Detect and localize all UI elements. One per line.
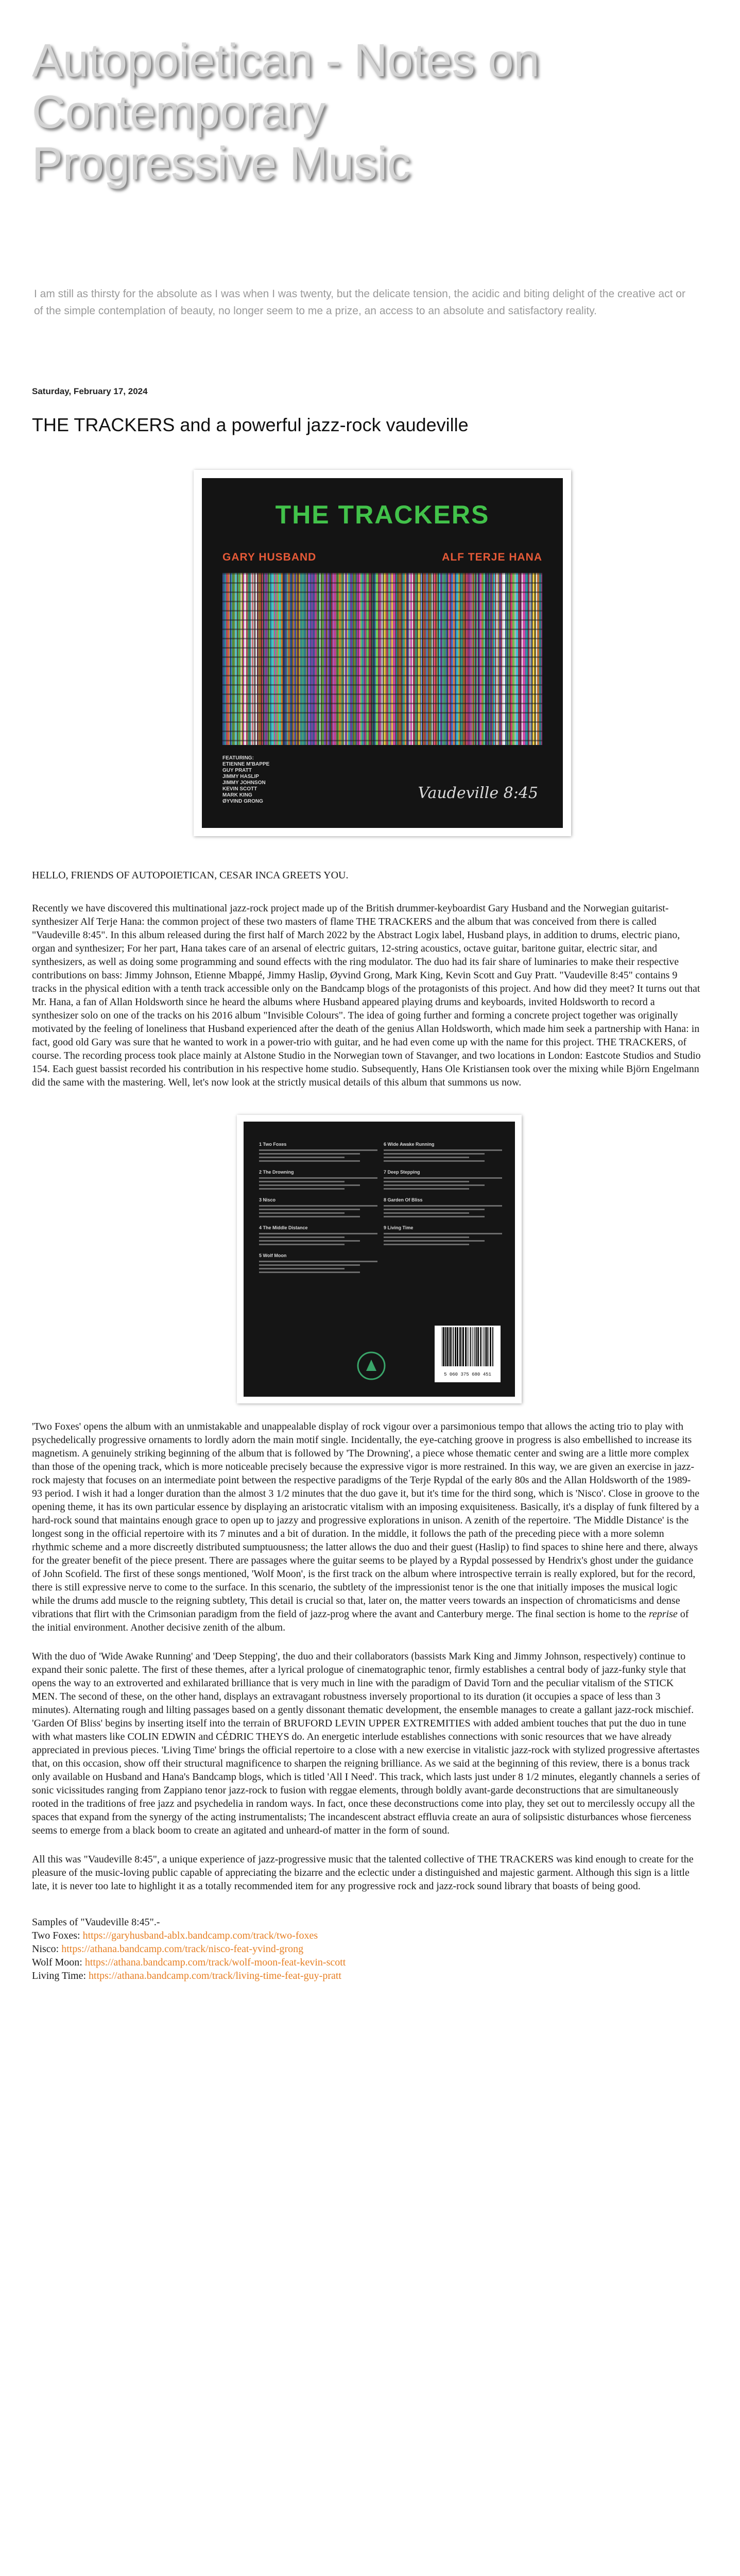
track-entry [259, 1197, 377, 1217]
cover-featuring-list [222, 755, 269, 805]
record-label-logo-icon [357, 1351, 386, 1380]
album-back-cover-image[interactable] [237, 1115, 522, 1403]
track-title: 3 Nisco [259, 1197, 276, 1202]
cover-featuring-name: JIMMY HASLIP [222, 774, 259, 779]
sample-item [32, 1969, 701, 1982]
track-entry [259, 1225, 377, 1245]
album-cover-front [202, 478, 563, 828]
sample-link[interactable]: https://athana.bandcamp.com/track/living-time-feat-guy-pratt [89, 1970, 341, 1981]
blog-title[interactable]: Autopoietican - Notes on Contemporary Progressive Music [32, 35, 540, 190]
cover-featuring-name: JIMMY JOHNSON [222, 780, 266, 786]
cover-band-name: THE TRACKERS [275, 500, 490, 529]
barcode-number: 5 060 375 680 451 [444, 1371, 491, 1377]
tracklist-left [259, 1141, 377, 1280]
sample-label: Wolf Moon: [32, 1957, 85, 1968]
cover-featuring-name: ETIENNE M'BAPPE [222, 761, 270, 767]
cover-featuring-heading: FEATURING: [222, 755, 254, 761]
track-title: 5 Wolf Moon [259, 1253, 287, 1258]
main-content [0, 386, 740, 1982]
sample-link[interactable]: https://athana.bandcamp.com/track/nisco-feat-yvind-grong [61, 1943, 304, 1955]
cover-artist-right: ALF TERJE HANA [442, 551, 542, 563]
track-title: 4 The Middle Distance [259, 1225, 308, 1230]
sample-link[interactable]: https://garyhusband-ablx.bandcamp.com/track/two-foxes [82, 1930, 318, 1941]
track-title: 7 Deep Stepping [384, 1170, 420, 1175]
track-entry [259, 1141, 377, 1162]
cover-featuring-name: GUY PRATT [222, 768, 252, 773]
barcode [435, 1326, 501, 1382]
sample-label: Nisco: [32, 1943, 62, 1955]
sample-link[interactable]: https://athana.bandcamp.com/track/wolf-moon-feat-kevin-scott [84, 1957, 346, 1968]
track-entry [259, 1169, 377, 1190]
cover-stripes-artwork [222, 573, 542, 745]
sample-label: Living Time: [32, 1970, 89, 1981]
post-paragraph: Recently we have discovered this multinational jazz-rock project made up of the British drummer-keyboardist Gary Husband and the Norwegian guitarist-synthesizer Alf Terje Hana: the common project of these two masters of flame THE TRACKERS and the album that was conceived from there is called "Vaudeville 8:45". In this album released during the first half of March 2022 by the Abstract Logix label, Husband plays, in addition to drums, electric piano, organ and synthesizer; For her part, Hana takes care of an arsenal of electric guitars, 12-string acoustics, octave guitar, baritone guitar, electric sitar, and synthesizers, as well as doing some programming and sound effects with the ring modulator. The duo had its fair share of luminaries to make their respective contributions on bass: Jimmy Johnson, Etienne Mbappé, Jimmy Haslip, Øyvind Grong, Mark King, Kevin Scott and Guy Pratt. "Vaudeville 8:45" contains 9 tracks in the physical edition with a tenth track accessible only on the Bandcamp blogs of the protagonists of this project. And how did they meet? It turns out that Mr. Hana, a fan of Allan Holdsworth since he heard the albums where Husband appeared playing drums and keyboards, invited Holdsworth to record a synthesizer solo on one of the tracks on his 2016 album "Invisible Colours". The idea of going further and forming a concrete project together was originally motivated by the feeling of loneliness that Husband experienced after the death of the genius Allan Holdsworth, which made him seek a partnership with Hana: in fact, good old Gary was sure that he wanted to work in a power-trio with guitar, and he had even come up with the name for this project. THE TRACKERS, of course. The recording process took place mainly at Alstone Studio in the Norwegian town of Stavanger, and two locations in London: Eastcote Studios and Studio 154. Each guest bassist recorded his contribution in his respective home studio. Subsequently, Hans Ole Kristiansen took over the mixing while Björn Engelmann did the same with the mastering. Well, let's now look at the strictly musical details of this album that summons us now. [32, 903, 701, 1088]
track-entry [384, 1141, 502, 1162]
track-title: 6 Wide Awake Running [384, 1142, 435, 1147]
samples-heading: Samples of "Vaudeville 8:45".- [32, 1917, 160, 1928]
cover-featuring-name: KEVIN SCOTT [222, 786, 257, 792]
cover-artist-left: GARY HUSBAND [222, 551, 317, 563]
post-paragraph [32, 1420, 701, 1634]
samples-list [32, 1916, 701, 1982]
track-title: 9 Living Time [384, 1225, 414, 1230]
sample-item [32, 1929, 701, 1942]
cover-album-title: Vaudeville 8:45 [418, 784, 538, 802]
post-greeting: HELLO, FRIENDS OF AUTOPOIETICAN, CESAR INCA GREETS YOU. [32, 870, 349, 881]
cover-featuring-name: ØYVIND GRONG [222, 799, 263, 804]
album-cover-back [244, 1122, 515, 1397]
track-entry [384, 1169, 502, 1190]
sample-item [32, 1956, 701, 1969]
track-title: 2 The Drowning [259, 1170, 294, 1175]
barcode-bars [441, 1327, 494, 1366]
post-date: Saturday, February 17, 2024 [32, 386, 148, 396]
track-title: 8 Garden Of Bliss [384, 1197, 423, 1202]
post-paragraph-text: of the initial environment. Another decisive zenith of the album. [32, 1608, 689, 1633]
tracklist-right [384, 1141, 502, 1252]
track-entry [384, 1197, 502, 1217]
post-paragraph-emphasis: reprise [648, 1608, 678, 1620]
post-paragraph: All this was "Vaudeville 8:45", a unique experience of jazz-progressive music that the talented collective of THE TRACKERS was kind enough to create for the pleasure of the music-loving public capable of appreciating the bizarre and the eclectic under a distinguished and majestic garment. Although this sign is a little late, it is never too late to highlight it as a totally recommended item for any progressive rock and jazz-rock sound library that boasts of being good. [32, 1854, 694, 1892]
blog-header [0, 0, 740, 319]
track-title: 1 Two Foxes [259, 1142, 287, 1147]
sample-label: Two Foxes: [32, 1930, 83, 1941]
post-title[interactable]: THE TRACKERS and a powerful jazz-rock vaudeville [32, 414, 469, 435]
track-entry [259, 1252, 377, 1273]
blog-description: I am still as thirsty for the absolute as I was when I was twenty, but the delicate tension, the acidic and biting delight of the creative act or of the simple contemplation of beauty, no longer seem to me a prize, an access to an absolute and satisfactory reality. [34, 288, 685, 317]
post-paragraph: With the duo of 'Wide Awake Running' and 'Deep Stepping', the duo and their collaborators (bassists Mark King and Jimmy Johnson, respectively) continue to expand their sonic palette. The first of these themes, after a lyrical prologue of cinematographic tenor, firmly establishes a central body of jazz-funky style that opens the way to an extroverted and exhilarated brilliance that is very much in line with the paradigm of David Torn and the peculiar vitalism of the STICK MEN. The second of these, on the other hand, displays an extravagant robustness inversely proportional to its duration (it occupies a space of less than 3 minutes). Alternating rough and lilting passages based on a gently dissonant thematic development, the ensemble manages to create a gallant jazz-rock mischief. 'Garden Of Bliss' begins by inserting itself into the terrain of BRUFORD LEVIN UPPER EXTREMITIES with added ambient touches that put the duo in tune with what masters like COLIN EDWIN and CÉDRIC THEYS do. An energetic interlude establishes connections with sonic resources that we have already appreciated in previous pieces. 'Living Time' brings the official repertoire to a close with a new exercise in vitalistic jazz-rock with stylized progressive aftertastes that, on this occasion, show off their structural magnificence to sharpen the reigning brilliance. As we said at the beginning of this review, there is a bonus track only available on Husband and Hana's Bandcamp blogs, which is titled 'All I Need'. This track, which lasts just under 8 1/2 minutes, elegantly channels a series of sonic vicissitudes ranging from Zappiano tenor jazz-rock to fusion with reggae elements, through boldly avant-garde deconstructions that are simultaneously rooted in the traditions of free jazz and psychedelia in random ways. In fact, once these deconstructions come into play, they set out to mercilessly occupy all the spaces that expand from the synergy of the acting instrumentalists; The incandescent abstract effluvia create an aura of solipsistic disturbances whose fierceness seems to emerge from a black boom to create an agitated and unheard-of matter in the form of sound. [32, 1651, 700, 1836]
post-paragraph-text: 'Two Foxes' opens the album with an unmistakable and unappealable display of rock vigour over a parsimonious tempo that allows the acting trio to play with psychedelically progressive ornaments to lordly adorn the main motif single. Incidentally, the eye-catching groove in progress is also embellished to increase its magnetism. A genuinely striking beginning of the album that is followed by 'The Drowning', a piece whose thematic center and swing are a little more complex than those of the opening track, which is more noticeable precisely because the expressive vigor is more restrained. In this way, we are given an exercise in jazz-rock majesty that focuses on an intermediate point between the respective paradigms of the Terje Rypdal of the early 80s and the Allan Holdsworth of the 1989-93 period. I wish it had a longer duration than the almost 3 1/2 minutes that the duo gave it, but it's time for the third song, which is 'Nisco'. Close in groove to the opening theme, it has its own particular essence by displaying an aristocratic vitalism with an imposing exquisiteness. Basically, it's a display of funk filtered by a hard-rock sound that maintains enough grace to open up to jazzy and progressive explorations in unison. A zenith of the repertoire. 'The Middle Distance' is the longest song in the official repertoire with its 7 minutes and a bit of duration. In the middle, it follows the path of the preceding piece with a more solemn rhythmic scheme and a more discreetly distributed sumptuousness; the latter allows the duo and their guest (Haslip) to find spaces to shine here and there, always for the greater benefit of the piece present. There are passages where the guitar seems to be played by a Rypdal possessed by Hendrix's ghost under the guidance of John Scofield. The first of these songs mentioned, 'Wolf Moon', is the first track on the album where introspective terrain is really explored, but for the record, there is still expressive nerve to come to the surface. In this scenario, the subtlety of the impressionist tenor is the one that initially imposes the musical logic while the drums add muscle to the reigning subtlety, This detail is crucial so that, later on, the matter veers towards an inspection of chromaticisms and dense vibrations that flirt with the Crimsonian paradigm from the field of jazz-prog where the avant and Canterbury merge. The final section is home to the [32, 1421, 700, 1620]
track-entry [384, 1225, 502, 1245]
post-body [32, 869, 701, 1982]
album-cover-image[interactable] [194, 470, 571, 836]
cover-featuring-name: MARK KING [222, 792, 252, 798]
sample-item [32, 1942, 701, 1956]
